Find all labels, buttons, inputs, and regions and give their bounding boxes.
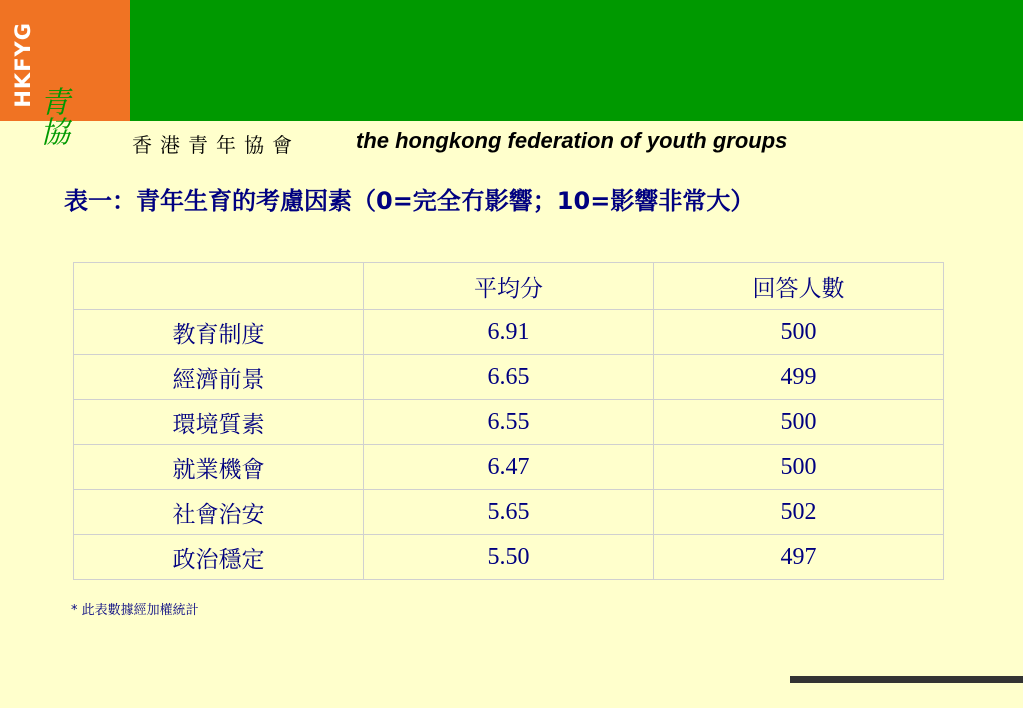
factor-cell: 教育制度 — [74, 310, 364, 355]
respondents-cell: 500 — [654, 310, 944, 355]
respondents-cell: 499 — [654, 355, 944, 400]
org-name-en: the hongkong federation of youth groups — [356, 128, 788, 153]
column-header-factor — [74, 263, 364, 310]
table-row — [74, 310, 944, 355]
footer-rule — [790, 676, 1023, 683]
table-row — [74, 490, 944, 535]
logo-text-zh: 青協 — [34, 86, 69, 146]
respondents-cell: 502 — [654, 490, 944, 535]
mean-cell: 6.47 — [364, 445, 654, 490]
respondents-cell: 500 — [654, 400, 944, 445]
table-row — [74, 400, 944, 445]
factor-cell: 社會治安 — [74, 490, 364, 535]
org-name-zh: 香港青年協會 — [132, 133, 300, 157]
mean-cell: 5.65 — [364, 490, 654, 535]
factor-cell: 就業機會 — [74, 445, 364, 490]
table-title: 表一：青年生育的考慮因素（0=完全冇影響；10=影響非常大） — [64, 187, 755, 215]
column-header-respondents: 回答人數 — [654, 263, 944, 310]
header-band — [130, 0, 1023, 121]
table-header-row — [74, 263, 944, 310]
mean-cell: 6.55 — [364, 400, 654, 445]
data-table — [73, 262, 944, 580]
respondents-cell: 497 — [654, 535, 944, 580]
mean-cell: 5.50 — [364, 535, 654, 580]
factor-cell: 環境質素 — [74, 400, 364, 445]
logo-text-en: HKFYG — [11, 22, 35, 108]
factor-cell: 經濟前景 — [74, 355, 364, 400]
table-row — [74, 535, 944, 580]
mean-cell: 6.91 — [364, 310, 654, 355]
column-header-mean: 平均分 — [364, 263, 654, 310]
footnote: * 此表數據經加權統計 — [71, 603, 199, 618]
table-row — [74, 355, 944, 400]
respondents-cell: 500 — [654, 445, 944, 490]
table-row — [74, 445, 944, 490]
factor-cell: 政治穩定 — [74, 535, 364, 580]
mean-cell: 6.65 — [364, 355, 654, 400]
